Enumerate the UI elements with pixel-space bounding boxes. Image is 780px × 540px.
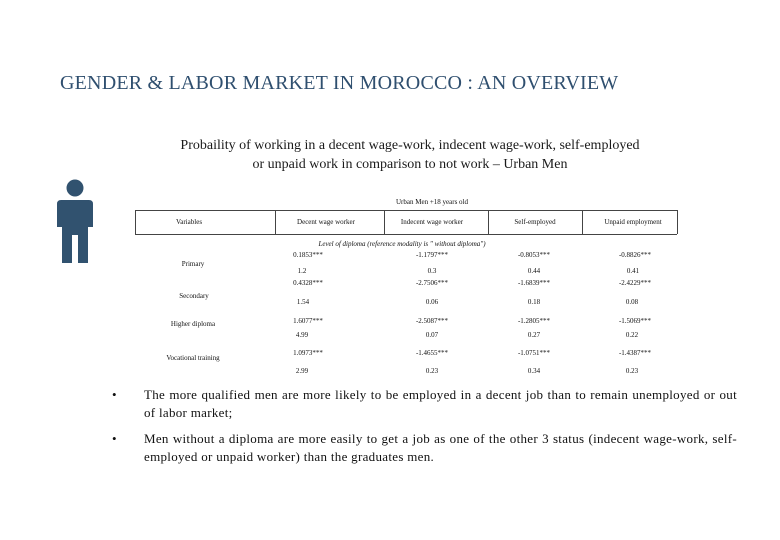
header-decent-wage: Decent wage worker xyxy=(297,218,355,226)
table-cell: 0.22 xyxy=(625,331,639,339)
bullet-text: The more qualified men are more likely to be employed in a decent job than to remain unemployed or out of labor market; xyxy=(144,387,737,420)
slide-title: GENDER & LABOR MARKET IN MOROCCO : AN OVERVIEW xyxy=(60,72,619,94)
table-rule-top xyxy=(135,210,677,211)
row-label-higher-diploma: Higher diploma xyxy=(170,320,216,328)
person-icon xyxy=(55,179,95,264)
table-col-line xyxy=(488,210,489,234)
table-cell: -1.1797*** xyxy=(415,251,449,259)
table-cell: -2.5087*** xyxy=(415,317,449,325)
table-col-line xyxy=(677,210,678,234)
table-cell: -1.5069*** xyxy=(618,317,652,325)
table-col-line xyxy=(275,210,276,234)
table-cell: 4.99 xyxy=(295,331,309,339)
table-col-line xyxy=(135,210,136,234)
bullet-text: Men without a diploma are more easily to get a job as one of the other 3 status (indecent wage-work, self-employed or unpaid worker) than the graduates men. xyxy=(144,431,737,464)
table-cell: 0.27 xyxy=(527,331,541,339)
table-cell: -2.7506*** xyxy=(415,279,449,287)
table-cell: 0.06 xyxy=(425,298,439,306)
row-label-vocational-training: Vocational training xyxy=(166,354,220,362)
header-variables: Variables xyxy=(176,218,203,226)
bullet-marker: • xyxy=(112,431,117,446)
table-rule-header xyxy=(135,234,677,235)
table-cell: -1.2805*** xyxy=(517,317,551,325)
table-col-line xyxy=(384,210,385,234)
table-cell: 0.08 xyxy=(625,298,639,306)
header-indecent-wage: Indecent wage worker xyxy=(400,218,464,226)
table-cell: 0.41 xyxy=(626,267,640,275)
table-cell: -2.4229*** xyxy=(618,279,652,287)
table-cell: 0.44 xyxy=(527,267,541,275)
table-cell: 0.18 xyxy=(527,298,541,306)
table-cell: 0.1853*** xyxy=(293,251,323,259)
header-self-employed: Self-employed xyxy=(514,218,556,226)
table-cell: 0.07 xyxy=(425,331,439,339)
table-cell: -0.8826*** xyxy=(618,251,652,259)
subtitle-line-2: or unpaid work in comparison to not work – Urban Men xyxy=(252,157,568,172)
table-cell: 1.2 xyxy=(297,267,307,275)
table-cell: 0.4328*** xyxy=(293,279,323,287)
table-cell: 1.54 xyxy=(296,298,310,306)
bullet-item xyxy=(112,430,737,466)
bullet-list xyxy=(112,386,737,474)
regression-table xyxy=(130,0,690,380)
section-label: Level of diploma (reference modality is " without diploma") xyxy=(318,240,486,248)
subtitle-line-1: Probaility of working in a decent wage-work, indecent wage-work, self-employed xyxy=(180,138,640,153)
table-cell: 0.3 xyxy=(427,267,437,275)
bullet-item xyxy=(112,386,737,422)
table-cell: 0.23 xyxy=(625,367,639,375)
table-cell: 0.34 xyxy=(527,367,541,375)
row-label-primary: Primary xyxy=(181,260,205,268)
header-unpaid: Unpaid employment xyxy=(604,218,662,226)
table-cell: -1.4387*** xyxy=(618,349,652,357)
table-cell: 2.99 xyxy=(295,367,309,375)
table-caption: Urban Men +18 years old xyxy=(396,198,468,206)
table-cell: 1.0973*** xyxy=(293,349,323,357)
table-cell: -1.4655*** xyxy=(415,349,449,357)
table-cell: 0.23 xyxy=(425,367,439,375)
table-cell: -1.6839*** xyxy=(517,279,551,287)
table-cell: 1.6077*** xyxy=(293,317,323,325)
row-label-secondary: Secondary xyxy=(179,292,209,300)
table-cell: -1.0751*** xyxy=(517,349,551,357)
table-col-line xyxy=(582,210,583,234)
table-cell: -0.8053*** xyxy=(517,251,551,259)
bullet-marker: • xyxy=(112,387,117,402)
